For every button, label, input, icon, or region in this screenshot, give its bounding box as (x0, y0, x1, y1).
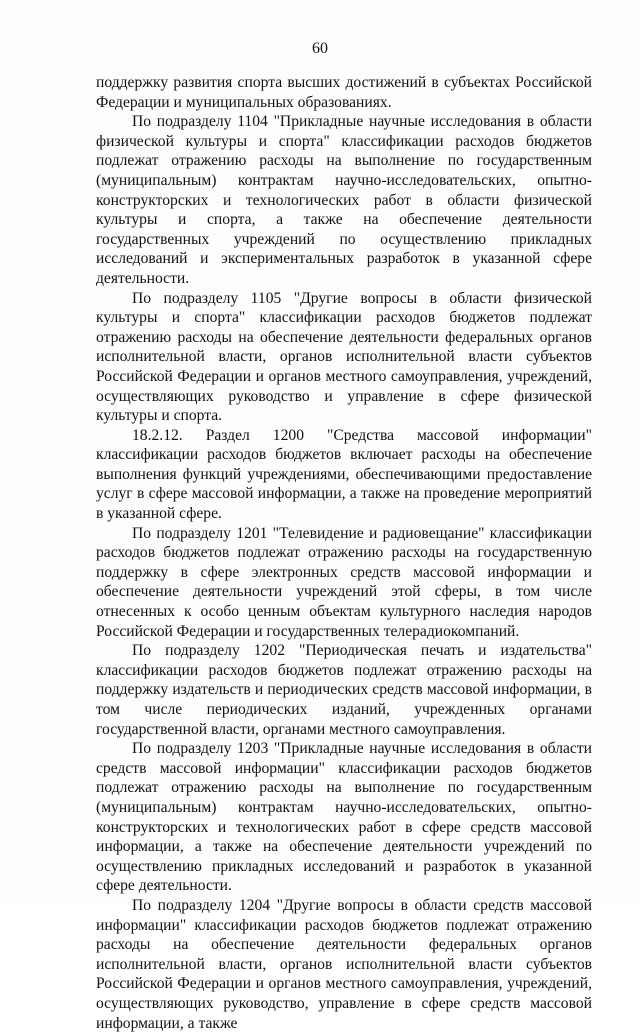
paragraph-subsection-1202: По подразделу 1202 "Периодическая печать и издательства" классификации расходов бюджетов подлежат отражению расходы на поддержку издательств и периодических средств массовой информации, в том числе периодических изданий, учрежденных органами государственной власти, органами местного самоуправления. (96, 642, 592, 738)
page-number: 60 (312, 40, 328, 57)
paragraph-section-1200: 18.2.12. Раздел 1200 "Средства массовой информации" классификации расходов бюджетов включает расходы на обеспечение выполнения функций учреждениями, обеспечивающими предоставление услуг в сфере массовой информации, а также на проведение мероприятий в указанной сфере. (96, 426, 592, 523)
paragraph-continuation: поддержку развития спорта высших достижений в субъектах Российской Федерации и муниципальных образованиях. (96, 74, 592, 111)
paragraph-subsection-1201: По подразделу 1201 "Телевидение и радиовещание" классификации расходов бюджетов подлежат отражению расходы на государственную поддержку в сфере электронных средств массовой информации и обеспечение деятельности учреждений этой сферы, в том числе отнесенных к особо ценным объектам культурного наследия народов Российской Федерации и государственных телерадиокомпаний. (96, 524, 592, 640)
paragraph-subsection-1105: По подразделу 1105 "Другие вопросы в области физической культуры и спорта" классификации расходов бюджетов подлежат отражению расходы на обеспечение деятельности федеральных органов исполнительной власти, органов исполнительной власти субъектов Российской Федерации и органов местного самоуправления, учреждений, осуществляющих руководство и управление в сфере физической культуры и спорта. (96, 289, 592, 425)
paragraph-subsection-1203: По подразделу 1203 "Прикладные научные исследования в области средств массовой информации" классификации расходов бюджетов подлежат отражению расходы на выполнение по государственным (муниципальным) контрактам научно-исследовательских, опытно-конструкторских и технологических работ в сфере средств массовой информации, а также на обеспечение деятельности учреждений по осуществлению прикладных исследований и разработок в указанной сфере деятельности. (96, 740, 592, 895)
document-body (96, 73, 592, 1033)
paragraph-subsection-1204: По подразделу 1204 "Другие вопросы в области средств массовой информации" классификации расходов бюджетов подлежат отражению расходы на обеспечение деятельности федеральных органов исполнительной власти, органов исполнительной власти субъектов Российской Федерации и органов местного самоуправления, учреждений, осуществляющих руководство, управление в сфере средств массовой информации, а также (96, 896, 592, 1032)
paragraph-subsection-1104: По подразделу 1104 "Прикладные научные исследования в области физической культуры и спорта" классификации расходов бюджетов подлежат отражению расходы на выполнение по государственным (муниципальным) контрактам научно-исследовательских, опытно-конструкторских и технологических работ в области физической культуры и спорта, а также на обеспечение деятельности государственных учреждений по осуществлению прикладных исследований и экспериментальных разработок в указанной сфере деятельности. (96, 113, 592, 287)
